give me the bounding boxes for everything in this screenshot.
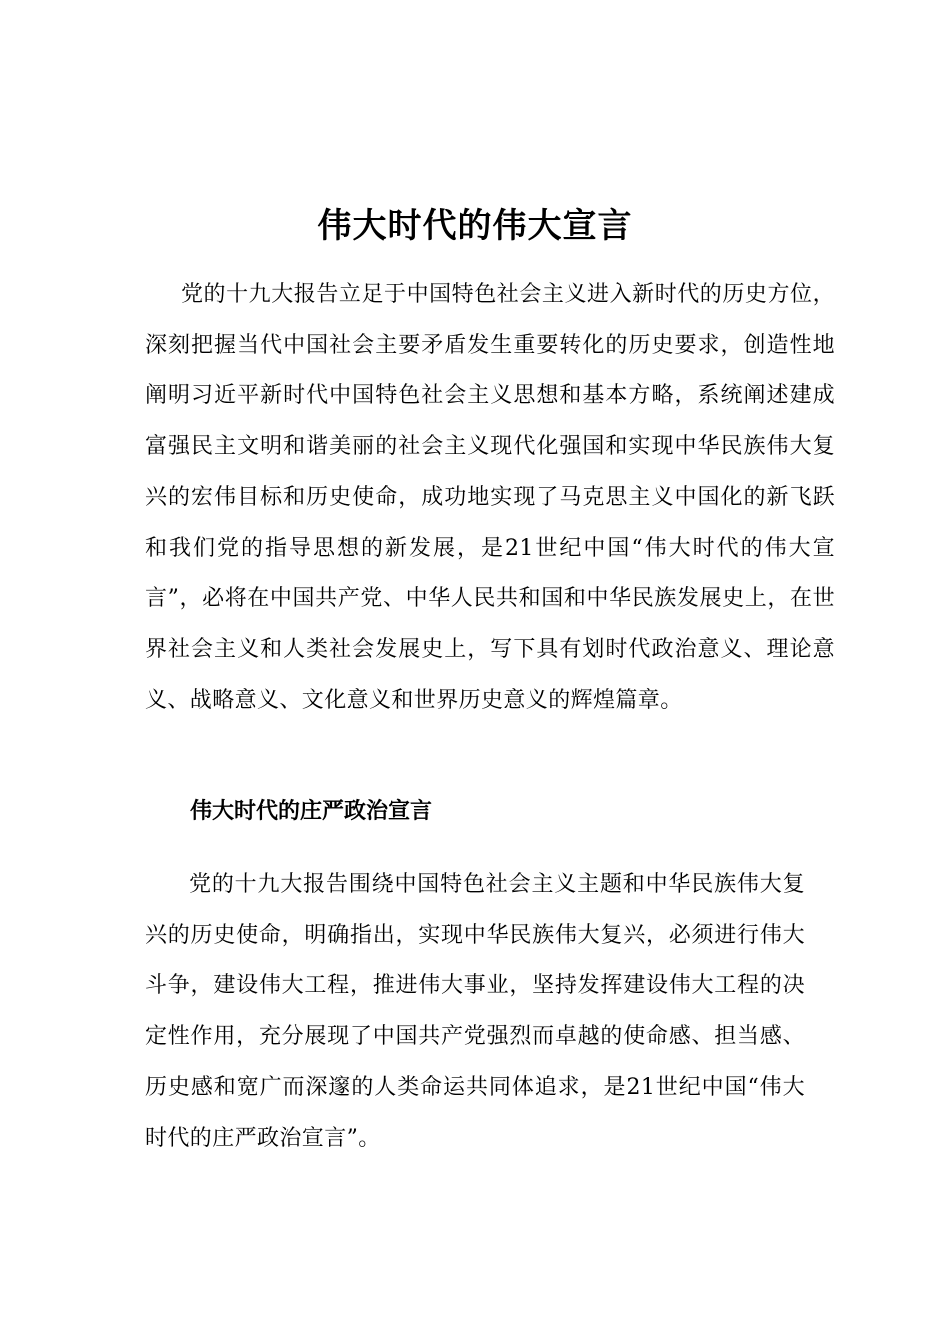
paragraph-intro: 党的十九大报告立足于中国特色社会主义进入新时代的历史方位，深刻把握当代中国社会主要矛盾发生重要转化的历史要求，创造性地阐明习近平新时代中国特色社会主义思想和基本方略，系统阐述建成富强民主文明和谐美丽的社会主义现代化强国和实现中华民族伟大复兴的宏伟目标和历史使命，成功地实现了马克思主义中国化的新飞跃和我们党的指导思想的新发展，是21世纪中国“伟大时代的伟大宣言”，必将在中国共产党、中华人民共和国和中华民族发展史上，在世界社会主义和人类社会发展史上，写下具有划时代政治意义、理论意义、战略意义、文化意义和世界历史意义的辉煌篇章。 xyxy=(145,282,835,713)
section-heading: 伟大时代的庄严政治宣言 xyxy=(190,799,433,825)
document-title: 伟大时代的伟大宣言 xyxy=(317,205,633,246)
paragraph-section: 党的十九大报告围绕中国特色社会主义主题和中华民族伟大复兴的历史使命，明确指出，实现中华民族伟大复兴，必须进行伟大斗争，建设伟大工程，推进伟大事业，坚持发挥建设伟大工程的决定性作用，充分展现了中国共产党强烈而卓越的使命感、担当感、历史感和宽广而深邃的人类命运共同体追求，是21世纪中国“伟大时代的庄严政治宣言”。 xyxy=(145,872,805,1151)
